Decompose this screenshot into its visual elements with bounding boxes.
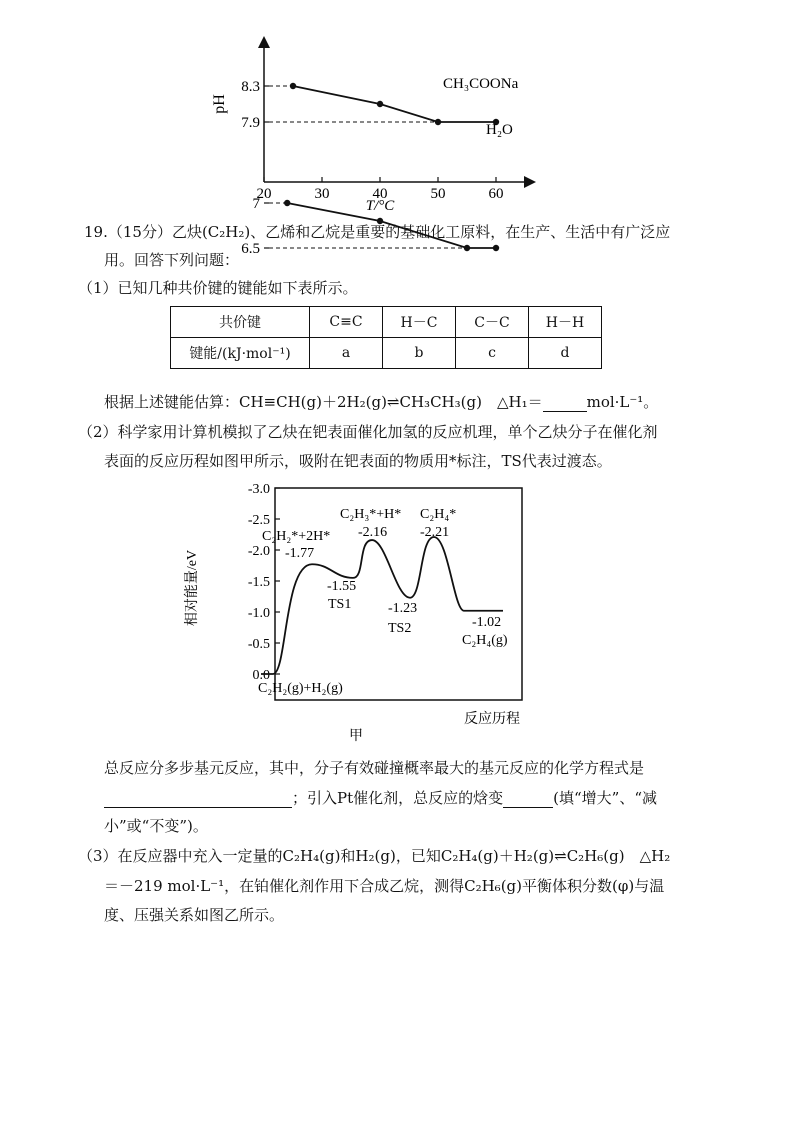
y-tick-label: 8.3 <box>241 79 260 95</box>
energy-profile-chart <box>180 478 550 748</box>
data-point <box>284 200 290 206</box>
data-point <box>493 245 499 251</box>
stage-label: C₂H₂*+2H* <box>262 529 331 544</box>
q19-part3-line1: （3）在反应器中充入一定量的C₂H₄(g)和H₂(g)，已知C₂H₄(g)＋H₂(g)⇌C₂H₆(g) △H₂ <box>78 847 671 865</box>
question-text: (填“增大”、“减 <box>553 789 657 807</box>
y-tick-label: 0.0 <box>252 668 270 683</box>
x-axis-label: 反应历程 <box>464 712 520 727</box>
q19-part2-question-line1: 总反应分多步基元反应，其中，分子有效碰撞概率最大的基元反应的化学方程式是 <box>104 759 645 777</box>
x-axis-label: T/°C <box>365 198 395 214</box>
energy-value-label: -1.77 <box>285 546 315 561</box>
stage-label: C₂H₂(g)+H₂(g) <box>258 681 343 696</box>
answer-blank[interactable] <box>503 791 553 808</box>
q19-intro-line2: 用。回答下列问题： <box>104 251 240 269</box>
y-tick-label: 6.5 <box>241 241 260 257</box>
q19-part2-line1: （2）科学家用计算机模拟了乙炔在钯表面催化加氢的反应机理，单个乙炔分子在催化剂 <box>78 423 658 441</box>
answer-blank[interactable] <box>104 791 292 808</box>
y-tick-label: -2.0 <box>247 544 270 559</box>
data-point <box>377 101 383 107</box>
x-tick-label: 40 <box>372 186 388 202</box>
q19-part2-question-line2 <box>104 788 657 808</box>
x-tick-label: 30 <box>314 186 330 202</box>
table-header-cell: C≡C <box>310 307 383 338</box>
q19-part3-line3: 度、压强关系如图乙所示。 <box>104 906 285 924</box>
table-row-label: 键能/(kJ·mol⁻¹) <box>171 338 310 369</box>
q19-part1-question <box>104 392 658 412</box>
answer-blank[interactable] <box>543 395 587 412</box>
stage-label: C₂H₄(g) <box>462 633 508 648</box>
stage-label: C₂H₄* <box>420 507 457 522</box>
y-axis-label: pH <box>211 94 228 114</box>
energy-value-label: -1.55 <box>327 579 357 594</box>
q19-intro-line1: 19.（15分）乙炔(C₂H₂)、乙烯和乙烷是重要的基础化工原料，在生产、生活中有广泛应 <box>84 223 671 241</box>
table-header-cell: H－H <box>529 307 602 338</box>
data-point <box>435 119 441 125</box>
series-label-h2o: H₂O <box>486 122 513 138</box>
x-tick-label: 20 <box>256 186 272 202</box>
y-tick-label: -2.5 <box>247 513 270 528</box>
q19-part3-line2: ＝－219 mol·L⁻¹，在铂催化剂作用下合成乙烷，测得C₂H₆(g)平衡体积分数(φ)与温 <box>104 877 665 895</box>
unit-text: mol·L⁻¹。 <box>586 393 659 411</box>
data-point <box>290 83 296 89</box>
stage-label: TS2 <box>388 621 412 636</box>
q19-part2-question-line3: 小”或“不变”)。 <box>104 817 208 835</box>
question-text: 根据上述键能估算：CH≡CH(g)＋2H₂(g)⇌CH₃CH₃(g) △H₁＝ <box>104 393 543 411</box>
y-tick-label: 7.9 <box>241 115 260 131</box>
energy-value-label: -1.02 <box>472 615 502 630</box>
series-label-ch3coona: CH₃COONa <box>443 76 519 92</box>
question-text: ；引入Pt催化剂，总反应的焓变 <box>292 789 504 807</box>
y-tick-label: -1.0 <box>247 606 270 621</box>
table-cell: b <box>383 338 456 369</box>
bond-energy-table <box>170 306 602 369</box>
energy-value-label: -2.16 <box>358 525 388 540</box>
y-tick-label: 7 <box>252 196 260 212</box>
table-cell: a <box>310 338 383 369</box>
y-axis-label: 相对能量/eV <box>185 549 200 627</box>
data-point <box>464 245 470 251</box>
table-cell: d <box>529 338 602 369</box>
stage-label: C₂H₃*+H* <box>340 507 402 522</box>
figure-caption: 甲 <box>349 729 363 744</box>
q19-part2-line2: 表面的反应历程如图甲所示，吸附在钯表面的物质用*标注，TS代表过渡态。 <box>104 452 612 470</box>
table-header-cell: 共价键 <box>171 307 310 338</box>
stage-label: TS1 <box>328 597 352 612</box>
energy-value-label: -1.23 <box>388 601 418 616</box>
q19-part1-text: （1）已知几种共价键的键能如下表所示。 <box>78 279 358 297</box>
table-header-cell: H－C <box>383 307 456 338</box>
table-header-cell: C－C <box>456 307 529 338</box>
y-tick-label: -3.0 <box>247 482 270 497</box>
table-cell: c <box>456 338 529 369</box>
y-tick-label: -0.5 <box>247 637 270 652</box>
y-tick-label: -1.5 <box>247 575 270 590</box>
energy-value-label: -2.21 <box>420 525 450 540</box>
x-tick-label: 50 <box>430 186 446 202</box>
x-tick-label: 60 <box>488 186 504 202</box>
